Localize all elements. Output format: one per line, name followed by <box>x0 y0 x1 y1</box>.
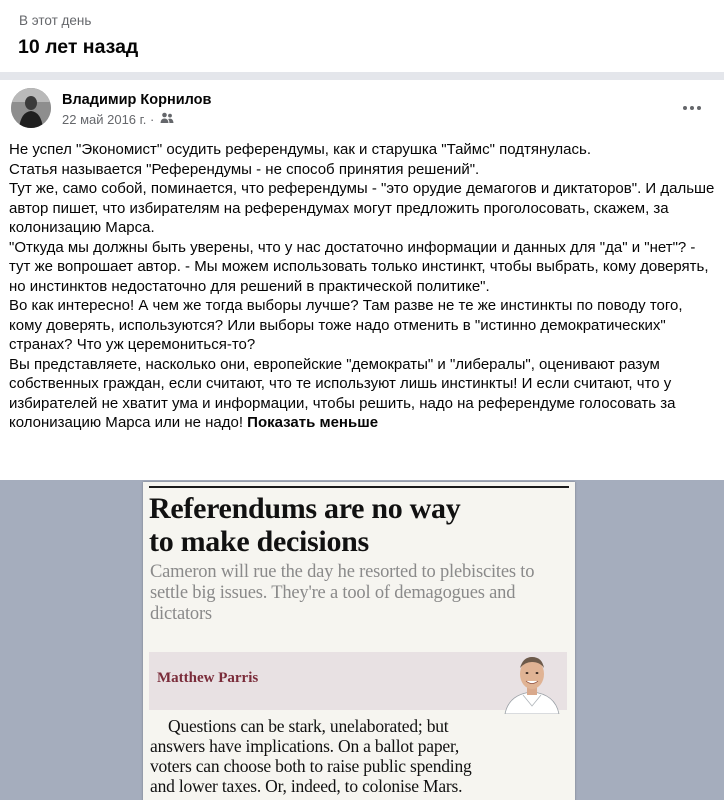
article-standfirst: Cameron will rue the day he resorted to plebiscites to settle big issues. They're a tool of demagogues and dictators <box>150 562 535 624</box>
post-paragraph: "Откуда мы должны быть уверены, что у нас достаточно информации и данных для "да" и "нет"? - тут же вопрошает автор. - Мы можем использовать только инстинкт, чтобы выбрать, кому доверять, но инстинктов недостаточно для решений в практической политике". <box>9 238 709 295</box>
article-body-line: and lower taxes. Or, indeed, to colonise Mars. <box>150 776 463 796</box>
post-paragraph: Не успел "Экономист" осудить референдумы, как и старушка "Таймс" подтянулась. <box>9 141 592 158</box>
byline-band <box>149 652 567 710</box>
post-paragraph: Во как интересно! А чем же тогда выборы лучше? Там разве не те же инстинкты по поводу того, кому доверять, используются? Или выборы тоже надо отменить в "истинно демократических" странах? Что уж церемониться-то? <box>9 297 683 353</box>
newspaper-clipping <box>143 482 575 800</box>
author-portrait-icon <box>501 648 563 714</box>
show-less-link[interactable]: Показать меньше <box>247 414 379 431</box>
post-paragraph-last <box>9 355 719 433</box>
clipping-top-rule <box>149 486 569 488</box>
article-body <box>150 716 570 796</box>
more-options-icon <box>682 105 702 111</box>
article-headline <box>149 492 573 558</box>
memory-title: 10 лет назад <box>18 36 139 58</box>
post-text <box>9 140 719 433</box>
post-paragraph: Статья называется "Референдумы - не способ принятия решений". <box>9 160 480 178</box>
post-meta <box>62 112 174 127</box>
more-options-button[interactable] <box>680 98 704 118</box>
memory-header <box>0 0 724 72</box>
section-divider <box>0 72 724 80</box>
post-card <box>0 80 724 480</box>
headline-line: to make decisions <box>149 525 369 558</box>
post-image[interactable] <box>0 480 724 800</box>
post-paragraph: Тут же, само собой, поминается, что референдумы - "это орудие демагогов и диктаторов". И дальше автор пишет, что избирателям на референдумах могут предложить проголосовать, скажем, за колонизацию Марса. <box>9 180 715 236</box>
article-body-line: voters can choose both to raise public spending <box>150 756 472 776</box>
article-body-line: answers have implications. On a ballot paper, <box>150 736 460 756</box>
author-avatar[interactable] <box>11 88 51 128</box>
article-byline: Matthew Parris <box>157 670 259 686</box>
author-name[interactable]: Владимир Корнилов <box>62 92 212 108</box>
headline-line: Referendums are no way <box>149 492 461 525</box>
friends-icon <box>160 112 174 127</box>
article-body-line: Questions can be stark, unelaborated; but <box>168 716 449 736</box>
post-paragraph: Вы представляете, насколько они, европейские "демократы" и "либералы", оценивают разум собственных граждан, если считают, что те используют лишь инстинкты! И если считают, что у избирателей не хватит ума и информации, чтобы решить, надо на референдуме голосовать за колонизацию Марса или не надо! <box>9 355 676 431</box>
post-date[interactable]: 22 май 2016 г. · <box>62 112 155 127</box>
avatar-photo-icon <box>11 88 51 128</box>
memory-label: В этот день <box>19 13 92 28</box>
